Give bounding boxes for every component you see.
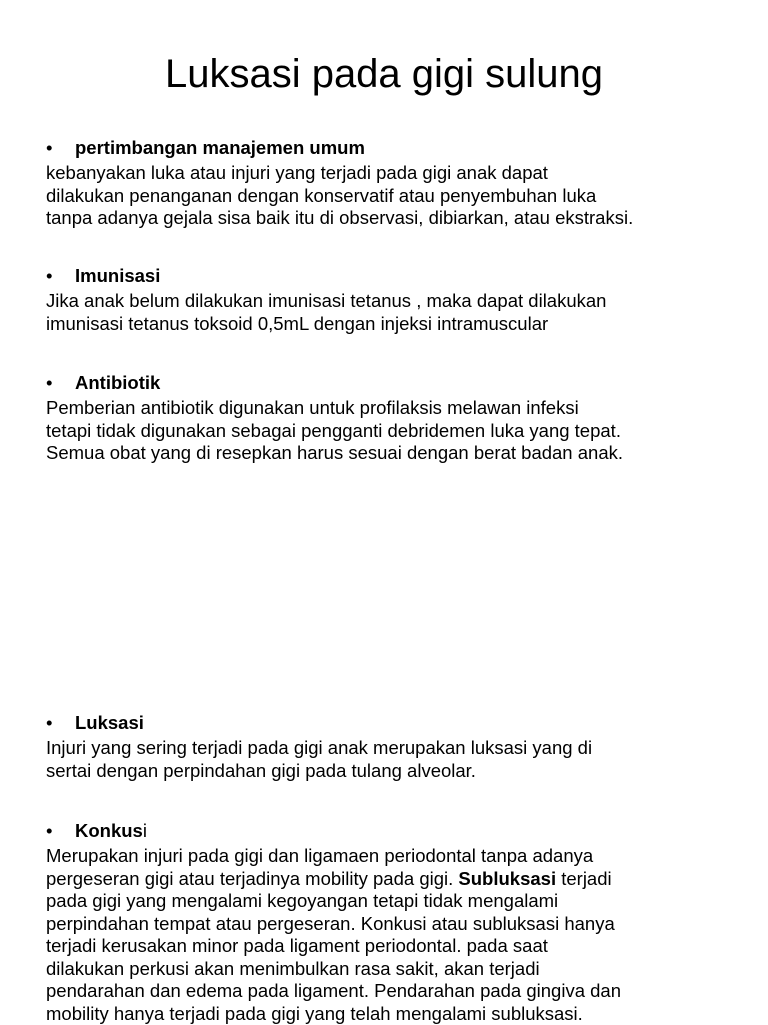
paragraph-line: perpindahan tempat atau pergeseran. Konkusi atau subluksasi hanya xyxy=(46,913,736,936)
heading-text: Imunisasi xyxy=(75,265,160,287)
paragraph-line: Merupakan injuri pada gigi dan ligamaen periodontal tanpa adanya xyxy=(46,845,736,868)
paragraph-line: sertai dengan perpindahan gigi pada tulang alveolar. xyxy=(46,760,736,783)
bullet-heading xyxy=(46,265,736,287)
paragraph-line: dilakukan perkusi akan menimbulkan rasa sakit, akan terjadi xyxy=(46,958,736,981)
heading-text: Luksasi xyxy=(75,712,144,734)
paragraph xyxy=(46,737,736,782)
heading-text xyxy=(75,820,147,842)
paragraph-line: tetapi tidak digunakan sebagai pengganti debridemen luka yang tepat. xyxy=(46,420,736,443)
bullet-heading xyxy=(46,137,736,159)
section-luxation xyxy=(46,712,736,782)
paragraph-line: kebanyakan luka atau injuri yang terjadi pada gigi anak dapat xyxy=(46,162,736,185)
paragraph-line: pendarahan dan edema pada ligament. Pendarahan pada gingiva dan xyxy=(46,980,736,1003)
bullet-dot: • xyxy=(46,372,75,394)
bullet-dot: • xyxy=(46,265,75,287)
paragraph-line: mobility hanya terjadi pada gigi yang telah mengalami subluksasi. xyxy=(46,1003,736,1025)
bullet-dot: • xyxy=(46,820,75,842)
paragraph xyxy=(46,845,736,1025)
page-title: Luksasi pada gigi sulung xyxy=(0,48,768,100)
subluxation-term: Subluksasi xyxy=(458,868,556,889)
heading-text: Antibiotik xyxy=(75,372,160,394)
paragraph-line: Pemberian antibiotik digunakan untuk profilaksis melawan infeksi xyxy=(46,397,736,420)
section-antibiotic xyxy=(46,372,736,465)
paragraph-line: terjadi kerusakan minor pada ligament periodontal. pada saat xyxy=(46,935,736,958)
paragraph-line: Semua obat yang di resepkan harus sesuai dengan berat badan anak. xyxy=(46,442,736,465)
paragraph-line xyxy=(46,868,736,891)
line-segment: pergeseran gigi atau terjadinya mobility pada gigi. xyxy=(46,868,458,889)
bullet-heading xyxy=(46,712,736,734)
paragraph-line: imunisasi tetanus toksoid 0,5mL dengan injeksi intramuscular xyxy=(46,313,736,336)
heading-text: pertimbangan manajemen umum xyxy=(75,137,365,159)
heading-bold: Konkus xyxy=(75,820,143,841)
bullet-heading xyxy=(46,372,736,394)
paragraph xyxy=(46,397,736,465)
heading-rest: i xyxy=(143,820,147,841)
bullet-dot: • xyxy=(46,137,75,159)
paragraph xyxy=(46,290,736,335)
paragraph-line: Injuri yang sering terjadi pada gigi anak merupakan luksasi yang di xyxy=(46,737,736,760)
section-immunization xyxy=(46,265,736,335)
bullet-heading xyxy=(46,820,736,842)
paragraph-line: Jika anak belum dilakukan imunisasi tetanus , maka dapat dilakukan xyxy=(46,290,736,313)
bullet-dot: • xyxy=(46,712,75,734)
paragraph-line: dilakukan penanganan dengan konservatif atau penyembuhan luka xyxy=(46,185,736,208)
paragraph xyxy=(46,162,736,230)
paragraph-line: pada gigi yang mengalami kegoyangan tetapi tidak mengalami xyxy=(46,890,736,913)
section-general-management xyxy=(46,137,736,230)
paragraph-line: tanpa adanya gejala sisa baik itu di observasi, dibiarkan, atau ekstraksi. xyxy=(46,207,736,230)
section-concussion xyxy=(46,820,736,1025)
line-segment: terjadi xyxy=(556,868,612,889)
